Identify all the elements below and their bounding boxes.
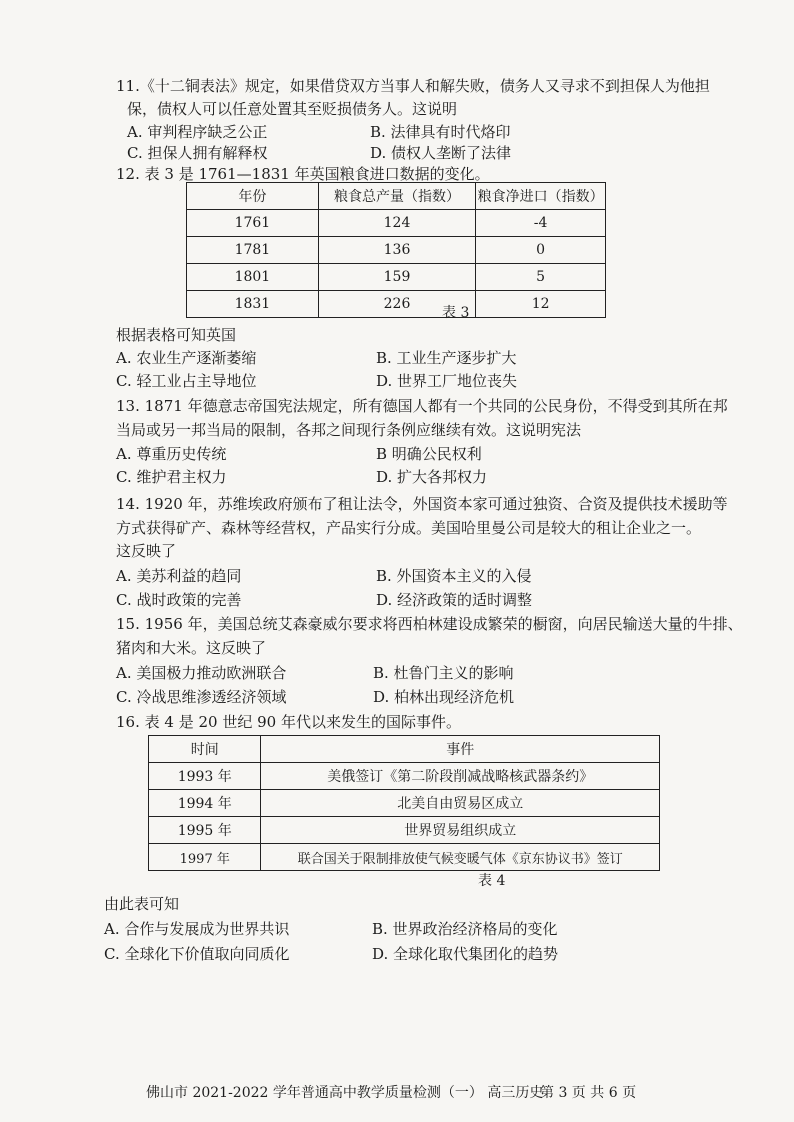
table-cell: 联合国关于限制排放使气候变暖气体《京东协议书》签订 [261,844,660,871]
footer-exam-title: 佛山市 2021-2022 学年普通高中教学质量检测（一） 高三历史 [146,1085,544,1101]
table-cell: 美俄签订《第二阶段削减战略核武器条约》 [261,763,660,790]
q11-line1: 11.《十二铜表法》规定，如果借贷双方当事人和解失败，债务人又寻求不到担保人为他担 [116,77,710,95]
table-cell: 1997 年 [149,844,261,871]
table-header: 粮食净进口（指数） [476,183,606,210]
q16-option-a: A. 合作与发展成为世界共识 [104,920,290,938]
q14-option-b: B. 外国资本主义的入侵 [376,567,532,585]
table-row [187,291,606,318]
table-cell: 1995 年 [149,817,261,844]
table-cell: 1831 [187,291,319,318]
q12-option-b: B. 工业生产逐步扩大 [376,349,517,367]
table-header: 时间 [149,736,261,763]
table-4-header-row [149,736,660,763]
q15-option-a: A. 美国极力推动欧洲联合 [116,664,287,682]
table-3-caption: 表 3 [442,305,470,321]
q14-line1: 14. 1920 年，苏维埃政府颁布了租让法令，外国资本家可通过独资、合资及提供技术援助等 [116,495,728,513]
q12-lead: 根据表格可知英国 [116,326,237,344]
table-cell: 226 [318,291,475,318]
q16-option-d: D. 全球化取代集团化的趋势 [372,945,559,963]
q12-option-a: A. 农业生产逐渐萎缩 [116,349,257,367]
q11-option-a: A. 审判程序缺乏公正 [127,123,268,141]
q15-option-c: C. 冷战思维渗透经济领域 [116,688,287,706]
q14-option-c: C. 战时政策的完善 [116,591,242,609]
q16-lead: 由此表可知 [104,895,180,913]
table-cell: 1761 [187,210,319,237]
table-cell: 1994 年 [149,790,261,817]
q13-line2: 当局或另一邦当局的限制，各邦之间现行条例应继续有效。这说明宪法 [116,421,582,439]
q16-option-c: C. 全球化下价值取向同质化 [104,945,290,963]
q14-line2: 方式获得矿产、森林等经营权，产品实行分成。美国哈里曼公司是较大的租让企业之一。 [116,519,702,537]
q12-stem: 12. 表 3 是 1761—1831 年英国粮食进口数据的变化。 [116,165,490,183]
q16-stem: 16. 表 4 是 20 世纪 90 年代以来发生的国际事件。 [116,713,461,731]
q12-option-d: D. 世界工厂地位丧失 [376,372,518,390]
footer-page-number: 第 3 页 共 6 页 [540,1085,637,1101]
q11-option-b: B. 法律具有时代烙印 [370,123,511,141]
table-cell: 12 [476,291,606,318]
table-header: 事件 [261,736,660,763]
table-row [149,844,660,871]
table-cell: 124 [318,210,475,237]
table-cell: 159 [318,264,475,291]
q15-option-d: D. 柏林出现经济危机 [373,688,515,706]
q12-option-c: C. 轻工业占主导地位 [116,372,257,390]
q13-option-d: D. 扩大各邦权力 [376,468,488,486]
q15-line2: 猪肉和大米。这反映了 [116,639,267,657]
q13-option-b: B 明确公民权利 [376,445,482,463]
table-row [149,790,660,817]
table-cell: 136 [318,237,475,264]
table-header: 年份 [187,183,319,210]
q15-option-b: B. 杜鲁门主义的影响 [373,664,514,682]
table-3 [186,182,606,318]
table-row [187,264,606,291]
table-header: 粮食总产量（指数） [318,183,475,210]
table-cell: 0 [476,237,606,264]
table-row [149,817,660,844]
table-row [187,237,606,264]
q13-option-c: C. 维护君主权力 [116,468,227,486]
q14-option-d: D. 经济政策的适时调整 [376,591,533,609]
q14-option-a: A. 美苏利益的趋同 [116,567,242,585]
table-cell: 北美自由贸易区成立 [261,790,660,817]
table-row [149,763,660,790]
table-3-header-row [187,183,606,210]
table-cell: 5 [476,264,606,291]
table-4 [148,735,660,871]
table-row [187,210,606,237]
table-cell: -4 [476,210,606,237]
q13-line1: 13. 1871 年德意志帝国宪法规定，所有德国人都有一个共同的公民身份，不得受到其所在邦 [116,397,728,415]
q11-option-c: C. 担保人拥有解释权 [127,144,268,162]
table-cell: 1781 [187,237,319,264]
q15-line1: 15. 1956 年，美国总统艾森豪威尔要求将西柏林建设成繁荣的橱窗，向居民输送大量的牛排、 [116,615,743,633]
q11-line2: 保，债权人可以任意处置其至贬损债务人。这说明 [127,100,458,118]
q16-option-b: B. 世界政治经济格局的变化 [372,920,558,938]
table-cell: 1993 年 [149,763,261,790]
table-cell: 1801 [187,264,319,291]
table-cell: 世界贸易组织成立 [261,817,660,844]
q14-line3: 这反映了 [116,542,177,560]
q11-option-d: D. 债权人垄断了法律 [370,144,512,162]
table-4-caption: 表 4 [478,873,506,889]
q13-option-a: A. 尊重历史传统 [116,445,227,463]
